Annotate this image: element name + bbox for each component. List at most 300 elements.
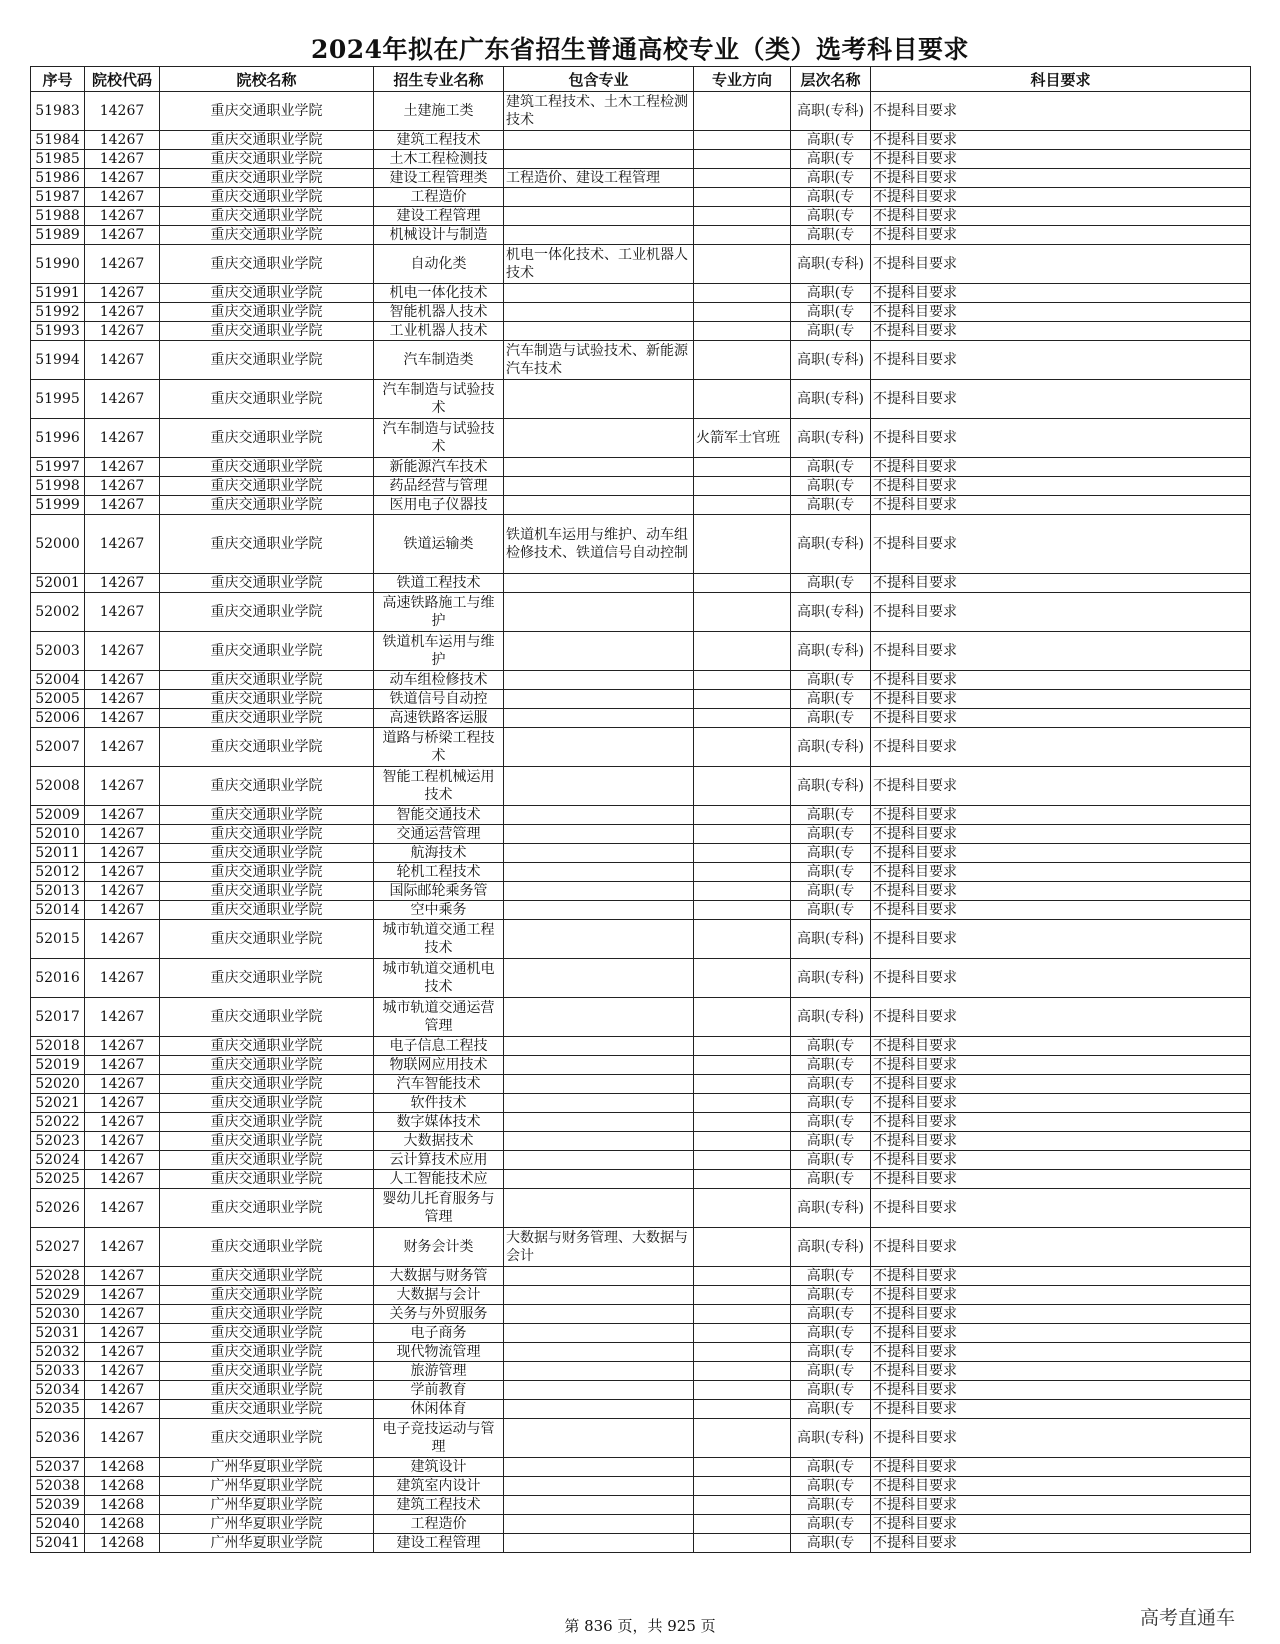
cell-school-code: 14267 bbox=[85, 959, 160, 998]
cell-included-majors bbox=[504, 882, 694, 901]
cell-seq: 52026 bbox=[31, 1189, 85, 1228]
cell-school-code: 14267 bbox=[85, 690, 160, 709]
table-row bbox=[31, 1534, 1251, 1553]
table-row bbox=[31, 882, 1251, 901]
cell-major: 汽车智能技术 bbox=[374, 1075, 504, 1094]
cell-included-majors bbox=[504, 901, 694, 920]
cell-school-code: 14267 bbox=[85, 1170, 160, 1189]
cell-direction bbox=[694, 632, 791, 671]
cell-subject-requirement: 不提科目要求 bbox=[871, 1381, 1251, 1400]
cell-included-majors bbox=[504, 998, 694, 1037]
cell-major: 物联网应用技术 bbox=[374, 1056, 504, 1075]
cell-school-code: 14267 bbox=[85, 207, 160, 226]
cell-included-majors bbox=[504, 1496, 694, 1515]
cell-level: 高职(专 bbox=[791, 1343, 871, 1362]
cell-major: 电子商务 bbox=[374, 1324, 504, 1343]
cell-level: 高职(专 bbox=[791, 169, 871, 188]
cell-included-majors: 汽车制造与试验技术、新能源汽车技术 bbox=[504, 341, 694, 380]
cell-school-name: 重庆交通职业学院 bbox=[160, 1305, 374, 1324]
cell-subject-requirement: 不提科目要求 bbox=[871, 959, 1251, 998]
cell-level: 高职(专 bbox=[791, 1534, 871, 1553]
cell-included-majors bbox=[504, 806, 694, 825]
cell-major: 铁道信号自动控 bbox=[374, 690, 504, 709]
cell-subject-requirement: 不提科目要求 bbox=[871, 1515, 1251, 1534]
cell-school-name: 重庆交通职业学院 bbox=[160, 341, 374, 380]
table-row bbox=[31, 1362, 1251, 1381]
table-row bbox=[31, 1458, 1251, 1477]
cell-level: 高职(专 bbox=[791, 671, 871, 690]
cell-school-name: 重庆交通职业学院 bbox=[160, 1113, 374, 1132]
cell-level: 高职(专 bbox=[791, 1458, 871, 1477]
cell-subject-requirement: 不提科目要求 bbox=[871, 1419, 1251, 1458]
cell-major: 国际邮轮乘务管 bbox=[374, 882, 504, 901]
cell-direction bbox=[694, 1037, 791, 1056]
cell-school-name: 重庆交通职业学院 bbox=[160, 458, 374, 477]
cell-major: 城市轨道交通工程技术 bbox=[374, 920, 504, 959]
cell-seq: 52040 bbox=[31, 1515, 85, 1534]
cell-major: 轮机工程技术 bbox=[374, 863, 504, 882]
table-row bbox=[31, 131, 1251, 150]
cell-school-code: 14267 bbox=[85, 998, 160, 1037]
cell-direction bbox=[694, 728, 791, 767]
cell-direction bbox=[694, 169, 791, 188]
cell-direction bbox=[694, 690, 791, 709]
cell-seq: 51986 bbox=[31, 169, 85, 188]
table-row bbox=[31, 1228, 1251, 1267]
cell-subject-requirement: 不提科目要求 bbox=[871, 496, 1251, 515]
cell-included-majors bbox=[504, 150, 694, 169]
cell-level: 高职(专科) bbox=[791, 998, 871, 1037]
cell-included-majors bbox=[504, 1477, 694, 1496]
cell-school-name: 重庆交通职业学院 bbox=[160, 1419, 374, 1458]
cell-subject-requirement: 不提科目要求 bbox=[871, 1305, 1251, 1324]
cell-level: 高职(专 bbox=[791, 207, 871, 226]
cell-school-name: 重庆交通职业学院 bbox=[160, 284, 374, 303]
table-row bbox=[31, 1151, 1251, 1170]
cell-direction bbox=[694, 1458, 791, 1477]
table-row bbox=[31, 1305, 1251, 1324]
cell-subject-requirement: 不提科目要求 bbox=[871, 303, 1251, 322]
cell-major: 机械设计与制造 bbox=[374, 226, 504, 245]
cell-subject-requirement: 不提科目要求 bbox=[871, 169, 1251, 188]
table-row bbox=[31, 709, 1251, 728]
cell-school-name: 重庆交通职业学院 bbox=[160, 844, 374, 863]
cell-school-name: 重庆交通职业学院 bbox=[160, 632, 374, 671]
cell-included-majors bbox=[504, 1362, 694, 1381]
cell-major: 学前教育 bbox=[374, 1381, 504, 1400]
cell-major: 建筑室内设计 bbox=[374, 1477, 504, 1496]
cell-school-code: 14267 bbox=[85, 169, 160, 188]
cell-major: 空中乘务 bbox=[374, 901, 504, 920]
cell-major: 智能工程机械运用技术 bbox=[374, 767, 504, 806]
cell-major: 大数据技术 bbox=[374, 1132, 504, 1151]
cell-major: 航海技术 bbox=[374, 844, 504, 863]
cell-subject-requirement: 不提科目要求 bbox=[871, 1286, 1251, 1305]
cell-seq: 52018 bbox=[31, 1037, 85, 1056]
cell-direction bbox=[694, 322, 791, 341]
cell-school-code: 14267 bbox=[85, 593, 160, 632]
cell-subject-requirement: 不提科目要求 bbox=[871, 322, 1251, 341]
cell-school-name: 重庆交通职业学院 bbox=[160, 419, 374, 458]
cell-major: 建设工程管理类 bbox=[374, 169, 504, 188]
cell-major: 高速铁路客运服 bbox=[374, 709, 504, 728]
cell-major: 城市轨道交通机电技术 bbox=[374, 959, 504, 998]
cell-major: 交通运营管理 bbox=[374, 825, 504, 844]
table-row bbox=[31, 341, 1251, 380]
cell-school-name: 重庆交通职业学院 bbox=[160, 131, 374, 150]
cell-seq: 52004 bbox=[31, 671, 85, 690]
cell-level: 高职(专 bbox=[791, 690, 871, 709]
cell-subject-requirement: 不提科目要求 bbox=[871, 245, 1251, 284]
cell-subject-requirement: 不提科目要求 bbox=[871, 1343, 1251, 1362]
cell-level: 高职(专 bbox=[791, 1132, 871, 1151]
cell-direction bbox=[694, 92, 791, 131]
cell-included-majors bbox=[504, 188, 694, 207]
cell-direction bbox=[694, 245, 791, 284]
cell-seq: 52025 bbox=[31, 1170, 85, 1189]
cell-major: 智能机器人技术 bbox=[374, 303, 504, 322]
cell-included-majors bbox=[504, 1132, 694, 1151]
cell-included-majors bbox=[504, 1534, 694, 1553]
cell-major: 关务与外贸服务 bbox=[374, 1305, 504, 1324]
cell-school-name: 重庆交通职业学院 bbox=[160, 1267, 374, 1286]
cell-direction bbox=[694, 1400, 791, 1419]
cell-level: 高职(专科) bbox=[791, 593, 871, 632]
cell-direction bbox=[694, 515, 791, 574]
cell-direction bbox=[694, 767, 791, 806]
cell-subject-requirement: 不提科目要求 bbox=[871, 515, 1251, 574]
cell-subject-requirement: 不提科目要求 bbox=[871, 998, 1251, 1037]
cell-seq: 52008 bbox=[31, 767, 85, 806]
cell-seq: 52027 bbox=[31, 1228, 85, 1267]
cell-school-name: 重庆交通职业学院 bbox=[160, 150, 374, 169]
cell-seq: 52019 bbox=[31, 1056, 85, 1075]
cell-direction bbox=[694, 188, 791, 207]
cell-school-name: 重庆交通职业学院 bbox=[160, 1037, 374, 1056]
table-row bbox=[31, 1400, 1251, 1419]
cell-seq: 51987 bbox=[31, 188, 85, 207]
table-row bbox=[31, 1075, 1251, 1094]
cell-seq: 52014 bbox=[31, 901, 85, 920]
cell-school-name: 重庆交通职业学院 bbox=[160, 1400, 374, 1419]
cell-included-majors bbox=[504, 1515, 694, 1534]
cell-major: 机电一体化技术 bbox=[374, 284, 504, 303]
cell-major: 软件技术 bbox=[374, 1094, 504, 1113]
cell-school-code: 14268 bbox=[85, 1515, 160, 1534]
cell-seq: 52032 bbox=[31, 1343, 85, 1362]
cell-school-code: 14267 bbox=[85, 901, 160, 920]
cell-school-code: 14267 bbox=[85, 226, 160, 245]
cell-seq: 52013 bbox=[31, 882, 85, 901]
cell-school-code: 14267 bbox=[85, 150, 160, 169]
cell-school-name: 重庆交通职业学院 bbox=[160, 92, 374, 131]
cell-school-code: 14267 bbox=[85, 284, 160, 303]
cell-school-name: 重庆交通职业学院 bbox=[160, 515, 374, 574]
cell-school-name: 重庆交通职业学院 bbox=[160, 998, 374, 1037]
table-row bbox=[31, 419, 1251, 458]
cell-seq: 52011 bbox=[31, 844, 85, 863]
cell-seq: 52006 bbox=[31, 709, 85, 728]
cell-seq: 52016 bbox=[31, 959, 85, 998]
cell-major: 自动化类 bbox=[374, 245, 504, 284]
cell-direction bbox=[694, 1113, 791, 1132]
cell-direction bbox=[694, 380, 791, 419]
cell-included-majors bbox=[504, 1075, 694, 1094]
cell-school-code: 14267 bbox=[85, 515, 160, 574]
cell-school-code: 14267 bbox=[85, 863, 160, 882]
cell-school-name: 重庆交通职业学院 bbox=[160, 863, 374, 882]
cell-seq: 52017 bbox=[31, 998, 85, 1037]
cell-seq: 52028 bbox=[31, 1267, 85, 1286]
cell-level: 高职(专 bbox=[791, 458, 871, 477]
cell-school-name: 重庆交通职业学院 bbox=[160, 574, 374, 593]
cell-seq: 52002 bbox=[31, 593, 85, 632]
cell-school-name: 重庆交通职业学院 bbox=[160, 1170, 374, 1189]
cell-direction bbox=[694, 920, 791, 959]
cell-level: 高职(专 bbox=[791, 863, 871, 882]
cell-school-name: 广州华夏职业学院 bbox=[160, 1477, 374, 1496]
cell-seq: 52007 bbox=[31, 728, 85, 767]
cell-subject-requirement: 不提科目要求 bbox=[871, 380, 1251, 419]
header-seq: 序号 bbox=[31, 67, 85, 92]
cell-included-majors: 铁道机车运用与维护、动车组检修技术、铁道信号自动控制 bbox=[504, 515, 694, 574]
cell-included-majors bbox=[504, 1458, 694, 1477]
cell-direction bbox=[694, 1228, 791, 1267]
cell-school-code: 14267 bbox=[85, 92, 160, 131]
cell-subject-requirement: 不提科目要求 bbox=[871, 284, 1251, 303]
cell-school-name: 重庆交通职业学院 bbox=[160, 1151, 374, 1170]
cell-major: 数字媒体技术 bbox=[374, 1113, 504, 1132]
cell-major: 智能交通技术 bbox=[374, 806, 504, 825]
cell-included-majors bbox=[504, 1419, 694, 1458]
cell-school-code: 14267 bbox=[85, 1228, 160, 1267]
cell-subject-requirement: 不提科目要求 bbox=[871, 1496, 1251, 1515]
cell-subject-requirement: 不提科目要求 bbox=[871, 882, 1251, 901]
cell-included-majors bbox=[504, 709, 694, 728]
cell-level: 高职(专 bbox=[791, 1305, 871, 1324]
cell-included-majors bbox=[504, 1400, 694, 1419]
table-row bbox=[31, 496, 1251, 515]
table-row bbox=[31, 1189, 1251, 1228]
page-title: 2024年拟在广东省招生普通高校专业（类）选考科目要求 bbox=[310, 35, 970, 64]
cell-school-code: 14267 bbox=[85, 1324, 160, 1343]
cell-level: 高职(专科) bbox=[791, 728, 871, 767]
cell-school-code: 14267 bbox=[85, 322, 160, 341]
cell-major: 动车组检修技术 bbox=[374, 671, 504, 690]
cell-major: 建设工程管理 bbox=[374, 207, 504, 226]
table-row bbox=[31, 825, 1251, 844]
table-row bbox=[31, 959, 1251, 998]
cell-direction bbox=[694, 1477, 791, 1496]
cell-included-majors bbox=[504, 207, 694, 226]
cell-subject-requirement: 不提科目要求 bbox=[871, 1113, 1251, 1132]
cell-major: 建筑工程技术 bbox=[374, 1496, 504, 1515]
cell-subject-requirement: 不提科目要求 bbox=[871, 671, 1251, 690]
cell-school-code: 14267 bbox=[85, 1037, 160, 1056]
cell-direction bbox=[694, 1343, 791, 1362]
cell-direction bbox=[694, 671, 791, 690]
table-row bbox=[31, 477, 1251, 496]
cell-school-name: 重庆交通职业学院 bbox=[160, 671, 374, 690]
header-school-name: 院校名称 bbox=[160, 67, 374, 92]
cell-school-code: 14267 bbox=[85, 767, 160, 806]
cell-school-code: 14267 bbox=[85, 419, 160, 458]
cell-included-majors bbox=[504, 1189, 694, 1228]
cell-school-name: 重庆交通职业学院 bbox=[160, 322, 374, 341]
cell-seq: 52012 bbox=[31, 863, 85, 882]
table-row bbox=[31, 920, 1251, 959]
cell-school-name: 重庆交通职业学院 bbox=[160, 1381, 374, 1400]
cell-school-code: 14267 bbox=[85, 458, 160, 477]
cell-direction bbox=[694, 1151, 791, 1170]
cell-school-name: 重庆交通职业学院 bbox=[160, 959, 374, 998]
cell-seq: 52015 bbox=[31, 920, 85, 959]
cell-seq: 52036 bbox=[31, 1419, 85, 1458]
cell-direction bbox=[694, 1094, 791, 1113]
cell-school-code: 14267 bbox=[85, 341, 160, 380]
cell-level: 高职(专 bbox=[791, 1113, 871, 1132]
table-row bbox=[31, 322, 1251, 341]
cell-included-majors bbox=[504, 322, 694, 341]
cell-level: 高职(专 bbox=[791, 188, 871, 207]
cell-included-majors bbox=[504, 226, 694, 245]
table-row bbox=[31, 303, 1251, 322]
requirements-table bbox=[30, 66, 1251, 1553]
cell-subject-requirement: 不提科目要求 bbox=[871, 1075, 1251, 1094]
cell-included-majors bbox=[504, 419, 694, 458]
cell-level: 高职(专 bbox=[791, 574, 871, 593]
cell-level: 高职(专 bbox=[791, 1400, 871, 1419]
cell-subject-requirement: 不提科目要求 bbox=[871, 863, 1251, 882]
table-row bbox=[31, 150, 1251, 169]
cell-major: 建设工程管理 bbox=[374, 1534, 504, 1553]
cell-school-name: 重庆交通职业学院 bbox=[160, 901, 374, 920]
cell-school-code: 14267 bbox=[85, 496, 160, 515]
cell-included-majors bbox=[504, 1286, 694, 1305]
cell-major: 工程造价 bbox=[374, 1515, 504, 1534]
cell-direction: 火箭军士官班 bbox=[694, 419, 791, 458]
cell-included-majors bbox=[504, 1094, 694, 1113]
cell-direction bbox=[694, 1534, 791, 1553]
cell-major: 药品经营与管理 bbox=[374, 477, 504, 496]
cell-major: 铁道机车运用与维护 bbox=[374, 632, 504, 671]
cell-seq: 51997 bbox=[31, 458, 85, 477]
cell-direction bbox=[694, 1381, 791, 1400]
cell-major: 医用电子仪器技 bbox=[374, 496, 504, 515]
cell-included-majors bbox=[504, 863, 694, 882]
cell-subject-requirement: 不提科目要求 bbox=[871, 1324, 1251, 1343]
cell-school-name: 重庆交通职业学院 bbox=[160, 380, 374, 419]
cell-subject-requirement: 不提科目要求 bbox=[871, 341, 1251, 380]
cell-included-majors bbox=[504, 920, 694, 959]
cell-subject-requirement: 不提科目要求 bbox=[871, 150, 1251, 169]
cell-included-majors bbox=[504, 959, 694, 998]
cell-major: 新能源汽车技术 bbox=[374, 458, 504, 477]
table-row bbox=[31, 207, 1251, 226]
cell-included-majors bbox=[504, 844, 694, 863]
cell-school-code: 14267 bbox=[85, 1286, 160, 1305]
cell-school-code: 14267 bbox=[85, 1189, 160, 1228]
cell-subject-requirement: 不提科目要求 bbox=[871, 226, 1251, 245]
cell-direction bbox=[694, 207, 791, 226]
cell-included-majors: 机电一体化技术、工业机器人技术 bbox=[504, 245, 694, 284]
cell-school-code: 14267 bbox=[85, 1305, 160, 1324]
cell-direction bbox=[694, 1267, 791, 1286]
cell-major: 汽车制造与试验技术 bbox=[374, 380, 504, 419]
cell-seq: 51990 bbox=[31, 245, 85, 284]
cell-included-majors bbox=[504, 303, 694, 322]
cell-subject-requirement: 不提科目要求 bbox=[871, 458, 1251, 477]
brand-watermark: 高考直通车 bbox=[1140, 1607, 1236, 1629]
cell-included-majors bbox=[504, 1381, 694, 1400]
cell-subject-requirement: 不提科目要求 bbox=[871, 207, 1251, 226]
cell-school-code: 14268 bbox=[85, 1496, 160, 1515]
table-row bbox=[31, 1419, 1251, 1458]
cell-school-name: 重庆交通职业学院 bbox=[160, 767, 374, 806]
cell-subject-requirement: 不提科目要求 bbox=[871, 1151, 1251, 1170]
cell-direction bbox=[694, 806, 791, 825]
cell-level: 高职(专 bbox=[791, 1515, 871, 1534]
table-row bbox=[31, 728, 1251, 767]
table-row bbox=[31, 1381, 1251, 1400]
cell-major: 电子竞技运动与管理 bbox=[374, 1419, 504, 1458]
cell-direction bbox=[694, 574, 791, 593]
cell-subject-requirement: 不提科目要求 bbox=[871, 806, 1251, 825]
cell-school-name: 重庆交通职业学院 bbox=[160, 207, 374, 226]
cell-subject-requirement: 不提科目要求 bbox=[871, 1037, 1251, 1056]
cell-major: 高速铁路施工与维护 bbox=[374, 593, 504, 632]
table-row bbox=[31, 632, 1251, 671]
cell-school-code: 14267 bbox=[85, 477, 160, 496]
cell-school-name: 重庆交通职业学院 bbox=[160, 920, 374, 959]
table-row bbox=[31, 593, 1251, 632]
cell-direction bbox=[694, 1496, 791, 1515]
cell-school-name: 重庆交通职业学院 bbox=[160, 806, 374, 825]
table-row bbox=[31, 515, 1251, 574]
cell-level: 高职(专 bbox=[791, 150, 871, 169]
cell-level: 高职(专 bbox=[791, 1496, 871, 1515]
cell-level: 高职(专 bbox=[791, 226, 871, 245]
cell-level: 高职(专 bbox=[791, 806, 871, 825]
cell-major: 人工智能技术应 bbox=[374, 1170, 504, 1189]
cell-school-code: 14267 bbox=[85, 632, 160, 671]
cell-subject-requirement: 不提科目要求 bbox=[871, 131, 1251, 150]
cell-seq: 52038 bbox=[31, 1477, 85, 1496]
cell-level: 高职(专 bbox=[791, 131, 871, 150]
cell-level: 高职(专科) bbox=[791, 92, 871, 131]
cell-school-code: 14267 bbox=[85, 920, 160, 959]
table-row bbox=[31, 245, 1251, 284]
cell-included-majors bbox=[504, 1343, 694, 1362]
cell-subject-requirement: 不提科目要求 bbox=[871, 1228, 1251, 1267]
table-row bbox=[31, 1132, 1251, 1151]
cell-school-code: 14267 bbox=[85, 844, 160, 863]
table-row bbox=[31, 1286, 1251, 1305]
cell-major: 云计算技术应用 bbox=[374, 1151, 504, 1170]
cell-major: 建筑工程技术 bbox=[374, 131, 504, 150]
cell-major: 婴幼儿托育服务与管理 bbox=[374, 1189, 504, 1228]
cell-school-code: 14267 bbox=[85, 825, 160, 844]
cell-level: 高职(专 bbox=[791, 1381, 871, 1400]
cell-included-majors bbox=[504, 1151, 694, 1170]
cell-school-code: 14267 bbox=[85, 1267, 160, 1286]
cell-direction bbox=[694, 303, 791, 322]
cell-subject-requirement: 不提科目要求 bbox=[871, 690, 1251, 709]
cell-seq: 52024 bbox=[31, 1151, 85, 1170]
cell-level: 高职(专 bbox=[791, 1056, 871, 1075]
cell-included-majors bbox=[504, 574, 694, 593]
cell-level: 高职(专 bbox=[791, 496, 871, 515]
